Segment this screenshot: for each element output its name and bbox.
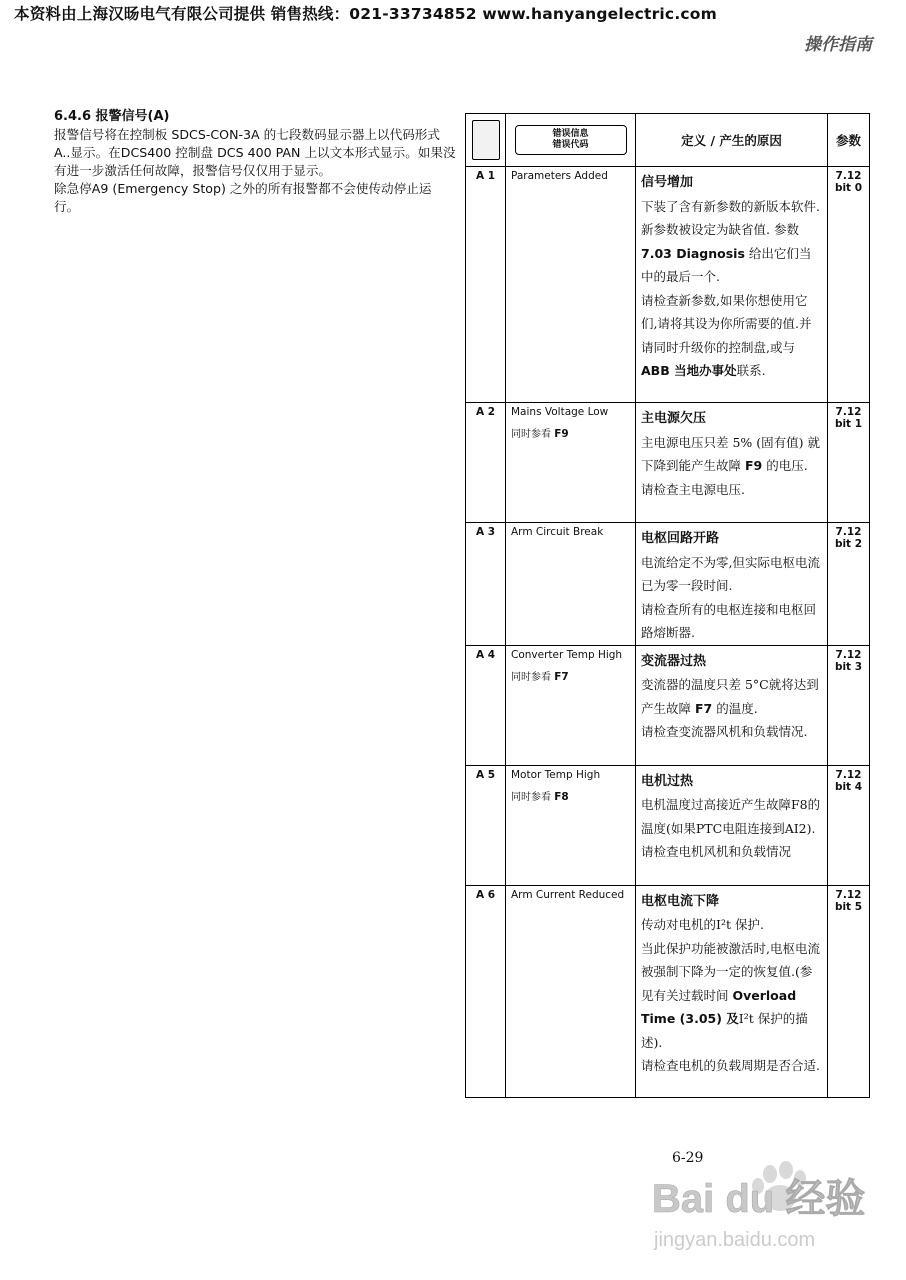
- header-code-label: [506, 114, 636, 167]
- alarm-description: [636, 645, 828, 765]
- alarm-description: [636, 167, 828, 403]
- baidu-watermark: [652, 1152, 882, 1262]
- alarm-name: Arm Current Reduced: [506, 885, 636, 1097]
- page-header-subtitle: 操作指南: [804, 35, 872, 55]
- alarm-code: A 4: [466, 645, 506, 765]
- alarm-description-text: 下装了含有新参数的新版本软件.新参数被设定为缺省值. 参数 7.03 Diagnosis 给出它们当中的最后一个. 请检查新参数,如果你想使用它们,请将其设为你所需要的值.并请同时升级你的控制盘,或与ABB 当地办事处联系.: [641, 198, 820, 378]
- alarm-description: [636, 403, 828, 523]
- section-paragraph-2: 除急停A9 (Emergency Stop) 之外的所有报警都不会使传动停止运行。: [54, 181, 432, 214]
- alarm-parameter: 7.12 bit 0: [828, 167, 870, 403]
- alarm-title: 电枢电流下降: [641, 893, 720, 909]
- alarm-table: [465, 113, 870, 1098]
- alarm-description-text: 电机温度过高接近产生故障F8的温度(如果PTC电阻连接到AI2). 请检查电机风机和负载情况: [641, 797, 821, 859]
- alarm-table-header: [466, 114, 870, 167]
- alarm-title: 主电源欠压: [641, 411, 707, 426]
- section-title: 6.4.6 报警信号(A): [54, 109, 170, 124]
- alarm-row: [466, 167, 870, 403]
- alarm-title: 变流器过热: [641, 653, 707, 669]
- alarm-code: A 1: [466, 167, 506, 403]
- alarm-name: Parameters Added: [506, 167, 636, 403]
- section-paragraph-1: 报警信号将在控制板 SDCS-CON-3A 的七段数码显示器上以代码形式A..显示。在DCS400 控制盘 DCS 400 PAN 上以文本形式显示。如果没有进一步激活任何故障，报警信号仅仅用于显示。: [54, 127, 456, 178]
- alarm-parameter: 7.12 bit 3: [828, 645, 870, 765]
- alarm-see-also: 同时参看 F9: [511, 428, 569, 440]
- alarm-see-also: 同时参看 F7: [511, 670, 569, 683]
- alarm-row: [466, 645, 870, 765]
- alarm-description: [636, 523, 828, 646]
- alarm-name: Motor Temp High 同时参看 F8: [506, 765, 636, 885]
- alarm-description-text: 变流器的温度只差 5°C就将达到产生故障 F7 的温度. 请检查变流器风机和负载情况.: [641, 677, 819, 739]
- alarm-title: 电枢回路开路: [641, 531, 720, 546]
- alarm-parameter: 7.12 bit 2: [828, 523, 870, 646]
- watermark-logo-text: Bai du 经验: [652, 1177, 866, 1221]
- alarm-parameter: 7.12 bit 1: [828, 403, 870, 523]
- alarm-parameter: 7.12 bit 4: [828, 765, 870, 885]
- page-number: 6-29: [672, 1150, 704, 1166]
- alarm-name: Arm Circuit Break: [506, 523, 636, 646]
- watermark-url: jingyan.baidu.com: [654, 1229, 816, 1251]
- alarm-row: [466, 885, 870, 1097]
- alarm-row: [466, 765, 870, 885]
- alarm-title: 电机过热: [641, 773, 694, 789]
- alarm-parameter: 7.12 bit 5: [828, 885, 870, 1097]
- alarm-description: [636, 885, 828, 1097]
- alarm-code: A 2: [466, 403, 506, 523]
- alarm-title: 信号增加: [641, 175, 694, 190]
- alarm-description: [636, 765, 828, 885]
- page-header-banner: 本资料由上海汉旸电气有限公司提供 销售热线：021-33734852 www.hanyangelectric.com: [14, 5, 717, 23]
- alarm-description-text: 传动对电机的I²t 保护. 当此保护功能被激活时,电枢电流被强制下降为一定的恢复值.(参见有关过载时间 Overload Time (3.05) 及I²t 保护的描述). 请检查电机的负载周期是否合适.: [641, 917, 820, 1073]
- header-definition: 定义 / 产生的原因: [636, 114, 828, 167]
- alarm-description-text: 主电源电压只差 5% (固有值) 就下降到能产生故障 F9 的电压. 请检查主电源电压.: [641, 434, 821, 497]
- header-code-label-text: 错误信息 错误代码: [515, 125, 627, 155]
- alarm-see-also: 同时参看 F8: [511, 790, 569, 803]
- section-6-4-6: [54, 108, 456, 216]
- alarm-code: A 5: [466, 765, 506, 885]
- header-display-icon: [466, 114, 506, 167]
- alarm-code: A 3: [466, 523, 506, 646]
- alarm-name: Mains Voltage Low 同时参看 F9: [506, 403, 636, 523]
- alarm-description-text: 电流给定不为零,但实际电枢电流已为零一段时间. 请检查所有的电枢连接和电枢回路熔断器.: [641, 554, 820, 640]
- header-parameter: 参数: [828, 114, 870, 167]
- alarm-name: Converter Temp High 同时参看 F7: [506, 645, 636, 765]
- alarm-row: [466, 523, 870, 646]
- alarm-row: [466, 403, 870, 523]
- alarm-code: A 6: [466, 885, 506, 1097]
